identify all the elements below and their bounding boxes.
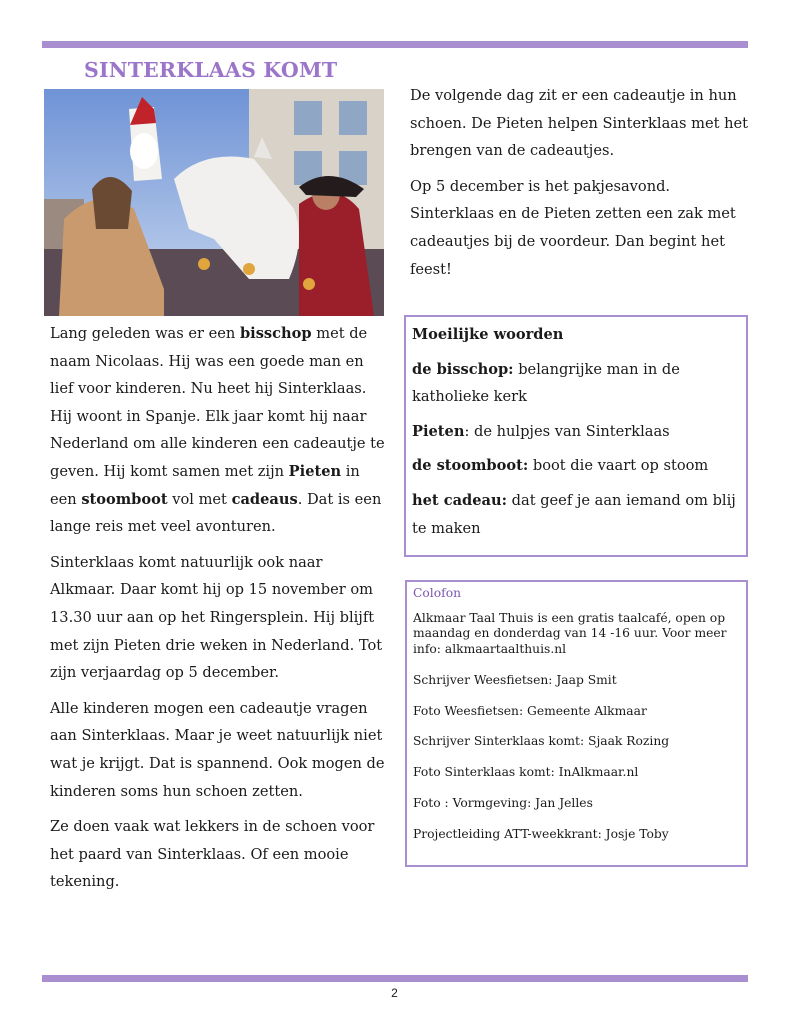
word-definition: dat geef je aan iemand om blij te maken	[412, 491, 736, 537]
paragraph-intro	[50, 320, 390, 541]
bold-term: Pieten	[288, 462, 342, 480]
colofon-line: Foto Weesfietsen: Gemeente Alkmaar	[413, 703, 647, 718]
word-item	[412, 487, 740, 542]
word-item	[412, 452, 740, 480]
word-definition: : de hulpjes van Sinterklaas	[464, 422, 670, 440]
word-definition: belangrijke man in de katholieke kerk	[412, 360, 680, 406]
paragraph-pakjesavond: Op 5 december is het pakjesavond. Sinterklaas en de Pieten zetten een zak met cadeautjes bij de voordeur. Dan begint het feest!	[410, 177, 736, 278]
colofon-box	[405, 580, 748, 867]
word-term: Pieten	[412, 422, 465, 440]
article-photo	[44, 89, 384, 316]
page-number: 2	[391, 986, 398, 1000]
words-heading-text: Moeilijke woorden	[412, 326, 564, 343]
bold-term: stoomboot	[81, 490, 168, 508]
colofon-line: Foto Sinterklaas komt: InAlkmaar.nl	[413, 765, 639, 780]
paragraph-alkmaar: Sinterklaas komt natuurlijk ook naar Alkmaar. Daar komt hij op 15 november om 13.30 uur aan op het Ringersplein. Hij blijft met zijn Pieten drie weken in Nederland. Tot zijn verjaardag op 5 december.	[50, 553, 383, 682]
paragraph-volgende-dag: De volgende dag zit er een cadeautje in hun schoen. De Pieten helpen Sinterklaas met het brengen van de cadeautjes.	[410, 87, 748, 160]
bold-term: bisschop	[239, 325, 312, 342]
right-column	[410, 82, 750, 291]
word-term: de stoomboot:	[412, 457, 529, 475]
text-span: in een	[50, 462, 360, 508]
top-divider	[42, 41, 748, 48]
colofon-heading: Colofon	[413, 586, 462, 600]
colofon-line: Schrijver Sinterklaas komt: Sjaak Rozing	[413, 734, 670, 749]
bold-term: cadeaus	[231, 490, 298, 508]
colofon-line: Schrijver Weesfietsen: Jaap Smit	[413, 672, 617, 687]
text-span: vol met	[167, 490, 232, 508]
colofon-line: Foto : Vormgeving: Jan Jelles	[413, 796, 593, 811]
difficult-words-box	[404, 315, 748, 557]
bottom-divider	[42, 975, 748, 982]
text-span: met de naam Nicolaas. Hij was een goede man en lief voor kinderen. Nu heet hij Sinterklaas. Hij woont in Spanje. Elk jaar komt hij naar Nederland om alle kinderen een cadeautje te geven. Hij komt samen met zijn	[50, 325, 385, 480]
word-definition: boot die vaart op stoom	[528, 457, 709, 475]
word-item	[412, 356, 740, 411]
left-column	[50, 320, 390, 904]
words-heading	[412, 321, 740, 349]
word-item	[412, 418, 740, 446]
paragraph-schoen: Ze doen vaak wat lekkers in de schoen voor het paard van Sinterklaas. Of een mooie tekening.	[50, 818, 375, 891]
text-span: . Dat is een lange reis met veel avonturen.	[50, 490, 382, 536]
colofon-line: Alkmaar Taal Thuis is een gratis taalcafé, open op maandag en donderdag van 14 -16 uur. Voor meer info: alkmaartaalthuis.nl	[413, 610, 727, 656]
word-term: de bisschop:	[412, 360, 514, 378]
article-title: SINTERKLAAS KOMT	[84, 58, 338, 82]
colofon-line: Projectleiding ATT-weekkrant: Josje Toby	[413, 827, 669, 842]
paragraph-cadeautje: Alle kinderen mogen een cadeautje vragen aan Sinterklaas. Maar je weet natuurlijk niet wat je krijgt. Dat is spannend. Ook mogen de kinderen soms hun schoen zetten.	[50, 699, 385, 800]
word-term: het cadeau:	[412, 491, 508, 509]
text-span: Lang geleden was er een	[50, 325, 240, 342]
